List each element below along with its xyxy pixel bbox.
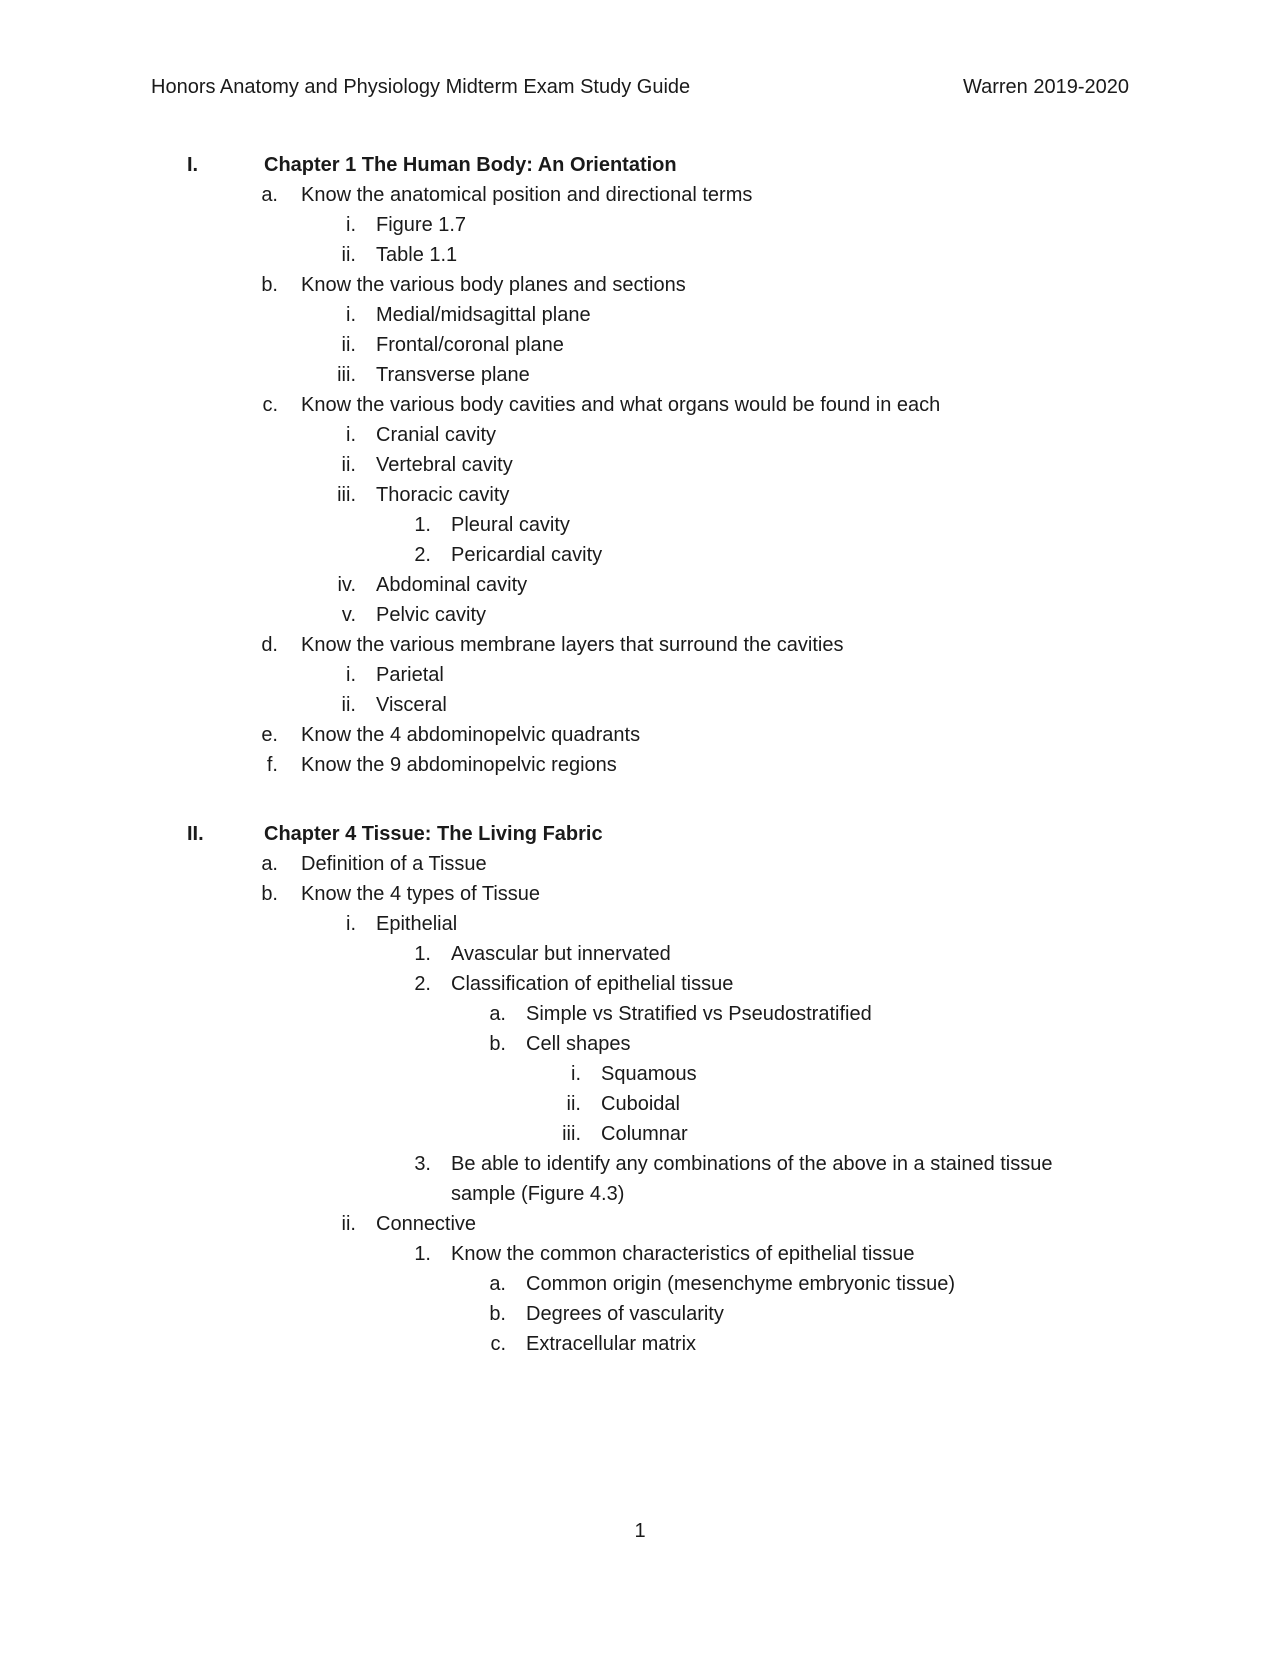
- outline-text: Medial/midsagittal plane: [376, 304, 591, 326]
- outline-text: Table 1.1: [376, 244, 458, 266]
- outline-text: Know the various body planes and sections: [301, 274, 686, 296]
- outline-marker: i.: [346, 424, 356, 446]
- outline-marker: a.: [261, 184, 278, 206]
- outline-marker: b.: [489, 1303, 506, 1325]
- outline-text: Abdominal cavity: [376, 574, 528, 596]
- outline-text: Know the 9 abdominopelvic regions: [301, 754, 617, 776]
- outline-marker: i.: [346, 913, 356, 935]
- outline-text: Visceral: [376, 694, 447, 716]
- outline-marker: v.: [341, 604, 356, 626]
- outline-marker: ii.: [341, 454, 356, 476]
- outline-marker: i.: [346, 304, 356, 326]
- outline-text: Pericardial cavity: [451, 544, 603, 566]
- outline-text: Definition of a Tissue: [301, 853, 487, 875]
- outline-text: Extracellular matrix: [526, 1333, 697, 1355]
- outline-text: sample (Figure 4.3): [451, 1183, 625, 1205]
- outline-marker: 2.: [414, 973, 431, 995]
- outline-text: Cranial cavity: [376, 424, 497, 446]
- outline-marker: iii.: [562, 1123, 581, 1145]
- outline-marker: i.: [346, 214, 356, 236]
- outline-text: Cuboidal: [601, 1093, 680, 1115]
- outline-marker: f.: [266, 754, 278, 776]
- page-number: 1: [634, 1520, 646, 1542]
- outline-marker: 3.: [414, 1153, 431, 1175]
- header-author-year: Warren 2019-2020: [962, 76, 1129, 98]
- outline-text: Pelvic cavity: [376, 604, 487, 626]
- outline-marker: ii.: [341, 244, 356, 266]
- outline-text: Classification of epithelial tissue: [451, 973, 734, 995]
- outline-text: Simple vs Stratified vs Pseudostratified: [526, 1003, 872, 1025]
- outline-marker: a.: [261, 853, 278, 875]
- outline-text: Pleural cavity: [451, 514, 570, 536]
- outline-text: Know the 4 types of Tissue: [301, 883, 541, 905]
- outline-text: Columnar: [601, 1123, 688, 1145]
- header-title: Honors Anatomy and Physiology Midterm Exam Study Guide: [151, 76, 691, 98]
- outline-marker: a.: [489, 1003, 506, 1025]
- outline-marker: i.: [571, 1063, 581, 1085]
- outline-text: Know the various membrane layers that surround the cavities: [301, 634, 844, 656]
- section-heading: Chapter 1 The Human Body: An Orientation: [264, 154, 677, 176]
- outline-marker: ii.: [341, 1213, 356, 1235]
- outline-marker: b.: [489, 1033, 506, 1055]
- section-numeral: II.: [187, 823, 204, 845]
- outline-text: Know the various body cavities and what organs would be found in each: [301, 394, 941, 416]
- outline-text: Vertebral cavity: [376, 454, 513, 476]
- outline-marker: i.: [346, 664, 356, 686]
- section-heading: Chapter 4 Tissue: The Living Fabric: [264, 823, 603, 845]
- outline-text: Know the anatomical position and directional terms: [301, 184, 753, 206]
- outline-marker: 1.: [414, 514, 431, 536]
- outline-text: Frontal/coronal plane: [376, 334, 564, 356]
- section-numeral: I.: [187, 154, 199, 176]
- outline-marker: 1.: [414, 943, 431, 965]
- outline-text: Figure 1.7: [376, 214, 467, 236]
- outline-text: Epithelial: [376, 913, 458, 935]
- outline-text: Know the 4 abdominopelvic quadrants: [301, 724, 641, 746]
- outline-marker: iii.: [337, 484, 356, 506]
- outline-marker: iii.: [337, 364, 356, 386]
- outline-text: Connective: [376, 1213, 477, 1235]
- outline-marker: ii.: [566, 1093, 581, 1115]
- outline-marker: ii.: [341, 694, 356, 716]
- outline-marker: 2.: [414, 544, 431, 566]
- outline-text: Avascular but innervated: [451, 943, 671, 965]
- outline-text: Know the common characteristics of epithelial tissue: [451, 1243, 915, 1265]
- outline-marker: b.: [261, 883, 278, 905]
- outline-text: Degrees of vascularity: [526, 1303, 724, 1325]
- outline-marker: c.: [490, 1333, 506, 1355]
- outline-marker: d.: [261, 634, 278, 656]
- outline-text: Be able to identify any combinations of the above in a stained tissue: [451, 1153, 1053, 1175]
- outline-marker: b.: [261, 274, 278, 296]
- outline-text: Squamous: [601, 1063, 697, 1085]
- outline-text: Cell shapes: [526, 1033, 631, 1055]
- outline-marker: a.: [489, 1273, 506, 1295]
- outline-marker: iv.: [337, 574, 356, 596]
- outline-marker: e.: [261, 724, 278, 746]
- outline-text: Common origin (mesenchyme embryonic tissue): [526, 1273, 956, 1295]
- outline-text: Transverse plane: [376, 364, 530, 386]
- outline-marker: ii.: [341, 334, 356, 356]
- outline-text: Thoracic cavity: [376, 484, 510, 506]
- outline-marker: c.: [262, 394, 278, 416]
- outline-marker: 1.: [414, 1243, 431, 1265]
- outline-text: Parietal: [376, 664, 444, 686]
